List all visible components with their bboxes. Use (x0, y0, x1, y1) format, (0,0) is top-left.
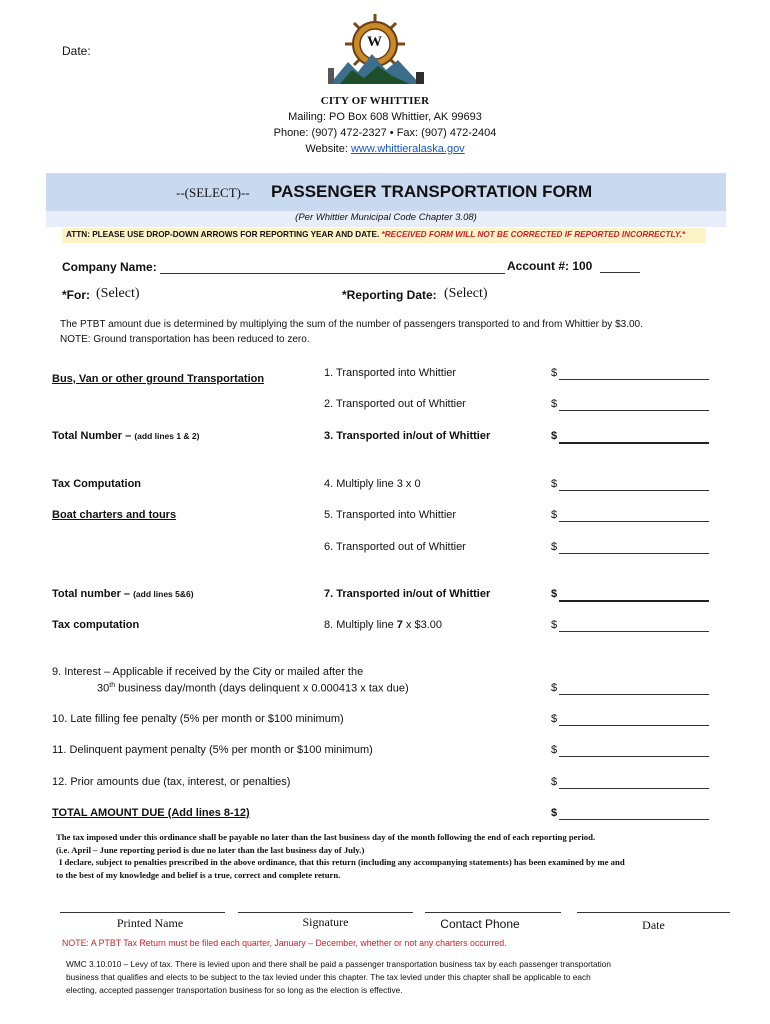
signature-field[interactable] (238, 912, 413, 913)
signature-label: Signature (302, 915, 349, 929)
row-1-amount-field[interactable] (559, 379, 709, 380)
row-label-total-2: Total number – (add lines 5&6) (52, 588, 194, 600)
row-6-amount-field[interactable] (559, 553, 709, 554)
legal-para-4: to the best of my knowledge and belief is a true, correct and complete return. (56, 870, 341, 880)
total-amount-dollar: $ (551, 807, 558, 819)
row-5-amount-field[interactable] (559, 521, 709, 522)
mailing-address: Mailing: PO Box 608 Whittier, AK 99693 (288, 111, 482, 123)
row-7-amount-field[interactable] (559, 600, 709, 602)
row-3-desc: 3. Transported in/out of Whittier (324, 430, 491, 442)
phone-fax: Phone: (907) 472-2327 • Fax: (907) 472-2404 (273, 127, 497, 139)
date-signature-label: Date (642, 918, 665, 932)
line-10-dollar: $ (551, 713, 558, 725)
row-label-total-1: Total Number – (add lines 1 & 2) (52, 430, 200, 442)
total-amount-field[interactable] (559, 819, 709, 820)
row-2-amount-field[interactable] (559, 410, 709, 411)
legal-para-1: The tax imposed under this ordinance shall be payable no later than the last business day of the month following the end of each reporting period. (56, 832, 596, 842)
line-9-desc: 9. Interest – Applicable if received by the City or mailed after the (52, 666, 364, 678)
wmc-line-2: business that qualifies and elects to be subject to the tax levied under this chapter. The tax levied under this chapter shall be applicable to each (66, 972, 591, 982)
wmc-line-1: WMC 3.10.010 – Levy of tax. There is levied upon and there shall be paid a passenger transportation business tax by each passenger transportation (66, 959, 612, 969)
contact-phone-field[interactable] (425, 912, 561, 913)
form-title: PASSENGER TRANSPORTATION FORM (271, 182, 593, 201)
year-select-dropdown[interactable]: --(SELECT)-- (176, 185, 250, 200)
company-name-field[interactable] (160, 273, 505, 274)
row-5-desc: 5. Transported into Whittier (324, 509, 457, 521)
row-label-boat-charters: Boat charters and tours (52, 509, 177, 521)
reporting-date-dropdown[interactable]: (Select) (444, 286, 488, 301)
attn-warning: *RECEIVED FORM WILL NOT BE CORRECTED IF REPORTED INCORRECTLY.* (381, 230, 686, 239)
ship-wheel-icon (320, 12, 430, 94)
website-line: Website: www.whittieralaska.gov (305, 143, 465, 155)
city-name: CITY OF WHITTIER (320, 95, 430, 107)
row-8-desc: 8. Multiply line 7 x $3.00 (324, 619, 443, 631)
row-label-tax-computation-2: Tax computation (52, 619, 140, 631)
legal-para-3: I declare, subject to penalties prescribed in the above ordinance, that this return (including any accompanying statements) has been examined by me and (59, 857, 625, 867)
row-2-dollar: $ (551, 398, 558, 410)
row-1-dollar: $ (551, 367, 558, 379)
logo-letter: W (367, 34, 382, 50)
row-3-dollar: $ (551, 430, 558, 442)
row-4-amount-field[interactable] (559, 490, 709, 491)
account-label: Account #: 100 (507, 259, 593, 273)
row-label-ground: Bus, Van or other ground Transportation (52, 373, 265, 385)
form-subtitle: (Per Whittier Municipal Code Chapter 3.08) (295, 212, 477, 223)
row-7-desc: 7. Transported in/out of Whittier (324, 588, 491, 600)
line-12-dollar: $ (551, 776, 558, 788)
intro-line-1: The PTBT amount due is determined by multiplying the sum of the number of passengers transported to and from Whittier by $3.00. (60, 319, 643, 330)
contact-phone-label: Contact Phone (440, 917, 520, 931)
line-10-desc: 10. Late filling fee penalty (5% per month or $100 minimum) (52, 713, 344, 725)
row-label-tax-computation: Tax Computation (52, 478, 142, 490)
reporting-date-label: *Reporting Date: (342, 288, 437, 302)
row-4-desc: 4. Multiply line 3 x 0 (324, 478, 421, 490)
row-2-desc: 2. Transported out of Whittier (324, 398, 466, 410)
line-9-amount-field[interactable] (559, 694, 709, 695)
intro-line-2: NOTE: Ground transportation has been reduced to zero. (60, 334, 310, 345)
line-11-dollar: $ (551, 744, 558, 756)
wmc-line-3: electing, accepted passenger transportation business for so long as the election is effective. (66, 985, 403, 995)
row-3-amount-field[interactable] (559, 442, 709, 444)
for-select-dropdown[interactable]: (Select) (96, 286, 140, 301)
row-1-desc: 1. Transported into Whittier (324, 367, 457, 379)
row-6-dollar: $ (551, 541, 558, 553)
for-label: *For: (62, 288, 90, 302)
account-number-field[interactable] (600, 272, 640, 273)
line-10-amount-field[interactable] (559, 725, 709, 726)
printed-name-field[interactable] (60, 912, 225, 913)
company-name-label: Company Name: (62, 260, 157, 274)
legal-para-2: (i.e. April – June reporting period is due no later than the last business day of July.) (56, 845, 365, 855)
row-7-dollar: $ (551, 588, 558, 600)
line-12-desc: 12. Prior amounts due (tax, interest, or penalties) (52, 776, 291, 788)
line-9-dollar: $ (551, 682, 558, 694)
city-logo (320, 12, 430, 94)
line-12-amount-field[interactable] (559, 788, 709, 789)
attn-notice: ATTN: PLEASE USE DROP-DOWN ARROWS FOR REPORTING YEAR AND DATE. *RECEIVED FORM WILL NOT BE CORRECTED IF REPORTED INCORRECTLY.* (66, 230, 686, 239)
printed-name-label: Printed Name (116, 916, 184, 930)
line-11-desc: 11. Delinquent payment penalty (5% per month or $100 minimum) (52, 744, 373, 756)
total-amount-due-label: TOTAL AMOUNT DUE (Add lines 8-12) (52, 807, 250, 819)
line-11-amount-field[interactable] (559, 756, 709, 757)
row-8-amount-field[interactable] (559, 631, 709, 632)
date-field[interactable] (577, 912, 730, 913)
line-9-desc-2: 30th business day/month (days delinquent x 0.000413 x tax due) (97, 682, 409, 695)
row-8-dollar: $ (551, 619, 558, 631)
row-6-desc: 6. Transported out of Whittier (324, 541, 466, 553)
row-4-dollar: $ (551, 478, 558, 490)
row-5-dollar: $ (551, 509, 558, 521)
filing-note: NOTE: A PTBT Tax Return must be filed each quarter, January – December, whether or not any charters occurred. (62, 938, 507, 948)
website-link[interactable]: www.whittieralaska.gov (350, 143, 465, 155)
date-label: Date: (62, 44, 91, 58)
